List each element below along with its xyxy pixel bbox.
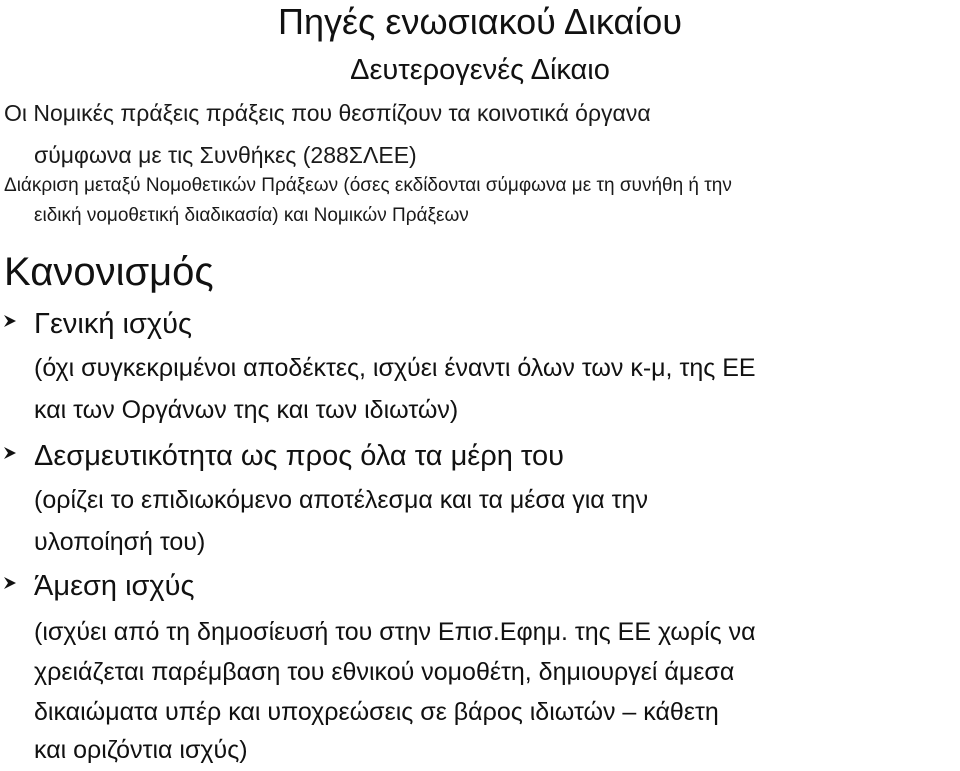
bullet-3-line-4: και οριζόντια ισχύς) <box>34 736 248 764</box>
arrow-bullet-icon <box>3 446 17 460</box>
bullet-1-heading: Γενική ισχύς <box>34 308 192 340</box>
bullet-1-line-2: και των Οργάνων της και των ιδιωτών) <box>34 396 459 424</box>
intro-line-4: ειδική νομοθετική διαδικασία) και Νομικών Πράξεων <box>34 205 469 226</box>
page-subtitle: Δευτερογενές Δίκαιο <box>350 54 610 86</box>
intro-line-2: σύμφωνα με τις Συνθήκες (288ΣΛΕΕ) <box>34 142 417 168</box>
arrow-bullet-icon <box>3 576 17 590</box>
bullet-2-heading: Δεσμευτικότητα ως προς όλα τα μέρη του <box>34 440 564 472</box>
bullet-3-line-3: δικαιώματα υπέρ και υποχρεώσεις σε βάρος ιδιωτών – κάθετη <box>34 698 719 726</box>
section-heading: Κανονισμός <box>4 250 214 294</box>
bullet-3-line-2: χρειάζεται παρέμβαση του εθνικού νομοθέτη, δημιουργεί άμεσα <box>34 658 735 686</box>
bullet-1-line-1: (όχι συγκεκριμένοι αποδέκτες, ισχύει έναντι όλων των κ-μ, της ΕΕ <box>34 354 756 382</box>
page-title: Πηγές ενωσιακού Δικαίου <box>277 1 682 42</box>
bullet-3-line-1: (ισχύει από τη δημοσίευσή του στην Επισ.Εφημ. της ΕΕ χωρίς να <box>34 618 756 646</box>
arrow-bullet-icon <box>3 314 17 328</box>
bullet-2-line-2: υλοποίησή του) <box>34 528 206 556</box>
bullet-3-heading: Άμεση ισχύς <box>34 570 195 602</box>
bullet-2-line-1: (ορίζει το επιδιωκόμενο αποτέλεσμα και τα μέσα για την <box>34 486 648 514</box>
intro-line-1: Οι Νομικές πράξεις πράξεις που θεσπίζουν τα κοινοτικά όργανα <box>4 100 651 126</box>
intro-line-3: Διάκριση μεταξύ Νομοθετικών Πράξεων (όσες εκδίδονται σύμφωνα με τη συνήθη ή την <box>4 175 732 196</box>
